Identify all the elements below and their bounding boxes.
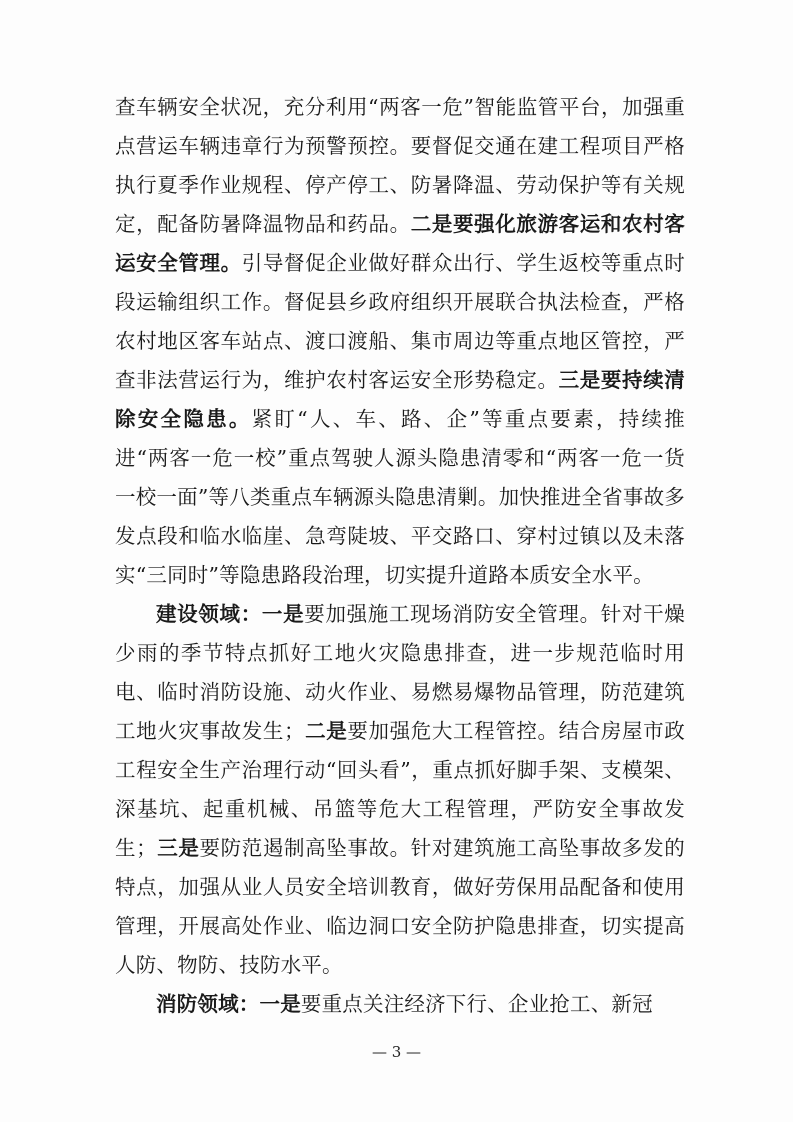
segment: 要防范遏制高坠事故。针对建筑施工高坠事故多发的特点，加强从业人员安全培训教育，做好劳保用品配备和使用管理，开展高处作业、临边洞口安全防护隐患排查，切实提高人防、物防、技防水平。 bbox=[115, 836, 685, 977]
paragraph-fire bbox=[115, 985, 685, 1024]
segment: 查车辆安全状况，充分利用“两客一危”智能监管平台，加强重点营运车辆违章行为预警预控。要督促交通在建工程项目严格执行夏季作业规程、停产停工、防暑降温、劳动保护等有关规定，配备防暑降温物品和药品。 bbox=[115, 95, 685, 236]
segment-heading: 二是要强化旅游客运和农村客运安全管理。 bbox=[115, 212, 685, 275]
segment-heading: 二是 bbox=[304, 719, 348, 743]
segment-heading: 三是 bbox=[156, 836, 200, 860]
section-label: 建设领域： bbox=[156, 602, 262, 626]
segment-heading: 一是 bbox=[261, 602, 305, 626]
segment: 要加强施工现场消防安全管理。针对干燥少雨的季节特点抓好工地火灾隐患排查，进一步规范临时用电、临时消防设施、动火作业、易燃易爆物品管理，防范建筑工地火灾事故发生； bbox=[115, 602, 685, 743]
segment-heading: 一是 bbox=[259, 992, 301, 1016]
segment: 要加强危大工程管控。结合房屋市政工程安全生产治理行动“回头看”，重点抓好脚手架、支模架、深基坑、起重机械、吊篮等危大工程管理，严防安全事故发生； bbox=[115, 719, 685, 860]
body-text bbox=[115, 88, 685, 1024]
segment: 紧盯“人、车、路、企”等重点要素，持续推进“两客一危一校”重点驾驶人源头隐患清零和“两客一危一货一校一面”等八类重点车辆源头隐患清剿。加快推进全省事故多发点段和临水临崖、急弯陡坡、平交路口、穿村过镇以及未落实“三同时”等隐患路段治理，切实提升道路本质安全水平。 bbox=[115, 407, 685, 587]
segment: 要重点关注经济下行、企业抢工、新冠 bbox=[300, 992, 653, 1016]
segment-heading: 三是要持续清除安全隐患。 bbox=[115, 368, 686, 431]
paragraph-traffic bbox=[115, 88, 685, 595]
paragraph-construction bbox=[115, 595, 685, 985]
section-label: 消防领域： bbox=[156, 992, 260, 1016]
page-number: — 3 — bbox=[371, 1043, 422, 1061]
segment: 引导督促企业做好群众出行、学生返校等重点时段运输组织工作。督促县乡政府组织开展联合执法检查，严格农村地区客车站点、渡口渡船、集市周边等重点地区管控，严查非法营运行为，维护农村客运安全形势稳定。 bbox=[115, 251, 685, 392]
